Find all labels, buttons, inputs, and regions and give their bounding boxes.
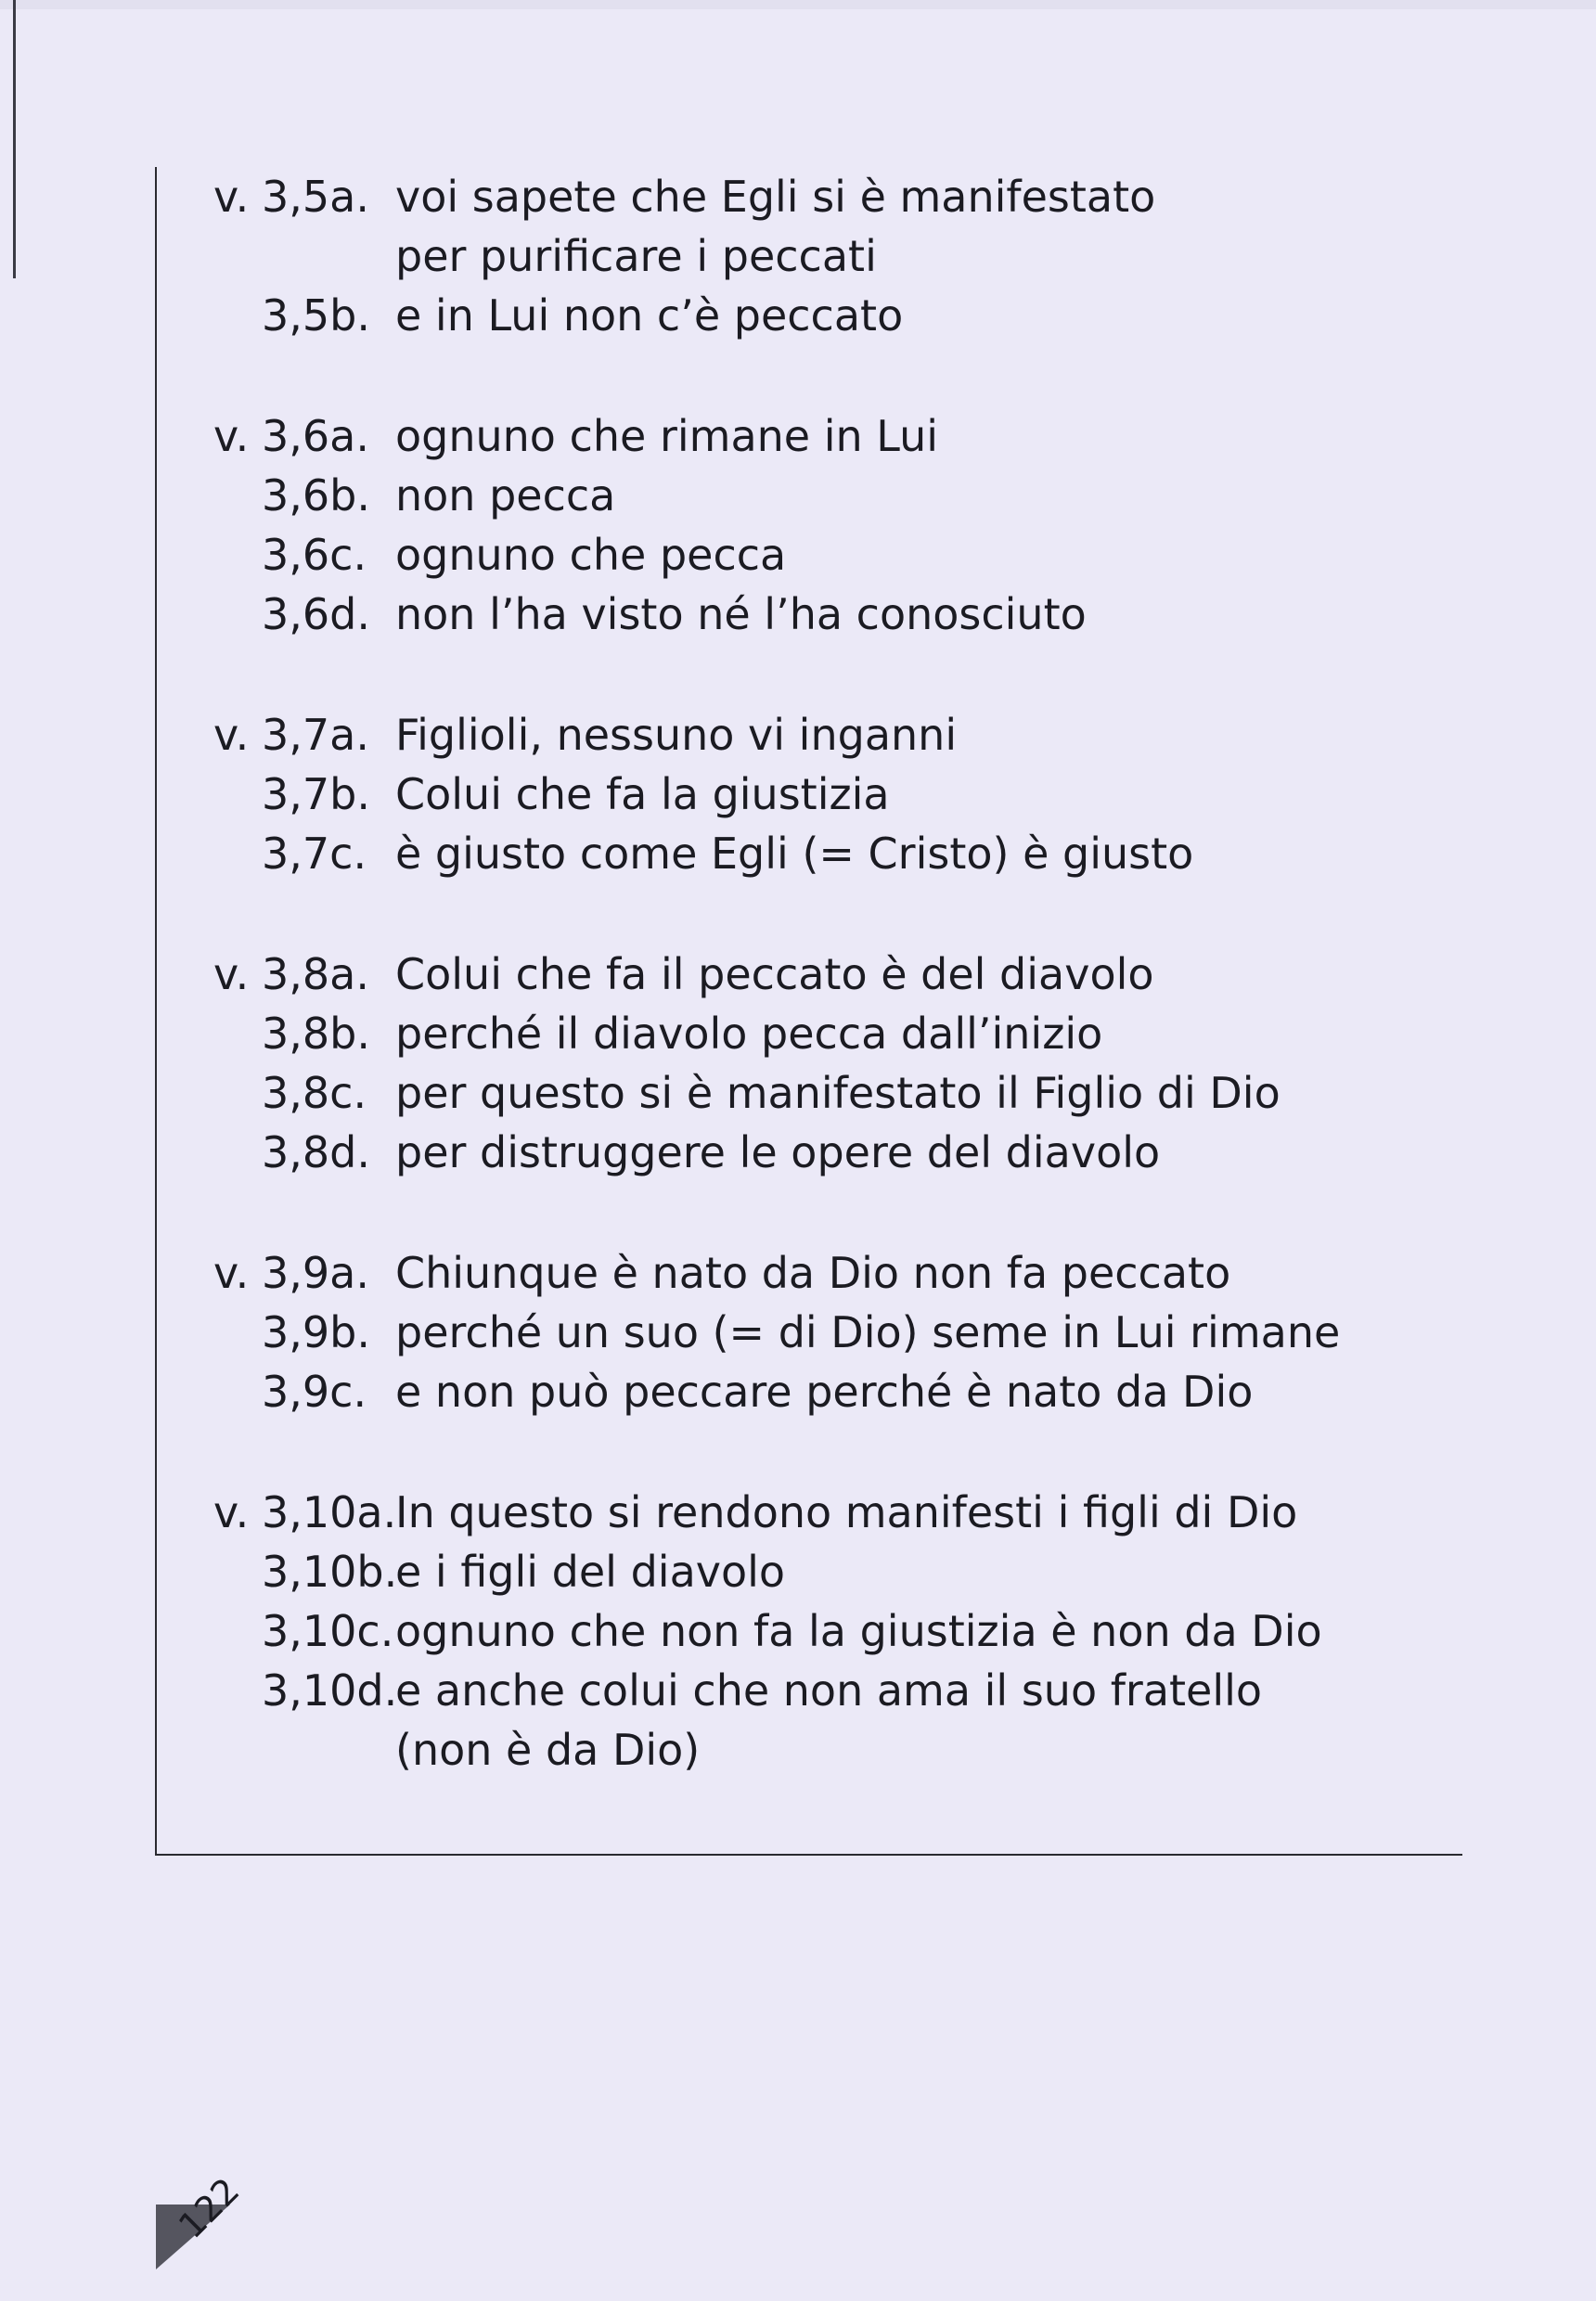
verse-text: per purificare i peccati [395,231,877,281]
verse-line [213,1601,1420,1661]
verse-line [213,1004,1420,1063]
verse-text: per distruggere le opere del diavolo [395,1127,1161,1177]
verse-reference: 3,6d. [262,589,370,639]
verse-text: ognuno che pecca [395,530,787,580]
verse-reference: 3,6c. [262,530,367,580]
verse-line [213,1123,1420,1182]
verse-reference: 3,6b. [262,470,370,521]
verse-prefix: v. [213,172,250,222]
verse-text: Figlioli, nessuno vi inganni [395,710,958,760]
verse-reference: 3,9c. [262,1367,367,1417]
verse-line [213,705,1420,765]
verse-reference: 3,6a. [262,411,369,461]
verse-text: perché il diavolo pecca dall’inizio [395,1009,1103,1059]
verse-line [213,765,1420,824]
verse-text: Colui che fa il peccato è del diavolo [395,949,1154,999]
verse-reference: 3,7c. [262,829,367,879]
verse-prefix: v. [213,949,250,999]
verse-reference: 3,10b. [262,1547,398,1597]
verse-text: non pecca [395,470,616,521]
verse-line [213,525,1420,585]
verse-group [213,1483,1420,1780]
verse-line [213,1542,1420,1601]
verse-line [213,466,1420,525]
verse-reference: 3,7a. [262,710,369,760]
verse-reference: 3,9b. [262,1307,370,1357]
verse-text: ognuno che non fa la giustizia è non da Dio [395,1606,1322,1656]
verse-text: e anche colui che non ama il suo fratello [395,1665,1263,1716]
verse-text: voi sapete che Egli si è manifestato [395,172,1156,222]
scan-binding-edge [13,0,16,278]
verse-reference: 3,10a. [262,1487,397,1537]
verse-line [213,286,1420,345]
verse-text: perché un suo (= di Dio) seme in Lui rimane [395,1307,1341,1357]
verse-reference: 3,8b. [262,1009,370,1059]
verse-text: è giusto come Egli (= Cristo) è giusto [395,829,1194,879]
verse-text: In questo si rendono manifesti i figli di Dio [395,1487,1298,1537]
verse-text: Chiunque è nato da Dio non fa peccato [395,1248,1231,1298]
verse-line [213,1303,1420,1362]
verse-prefix: v. [213,710,250,760]
verse-text: e in Lui non c’è peccato [395,290,904,341]
verse-text: ognuno che rimane in Lui [395,411,939,461]
verse-line [213,945,1420,1004]
verse-prefix: v. [213,1248,250,1298]
verse-line [213,1362,1420,1421]
verse-line [213,406,1420,466]
verse-line [213,1661,1420,1720]
verse-line [213,1483,1420,1542]
verse-prefix: v. [213,411,250,461]
scan-top-margin [0,0,1596,9]
verse-reference: 3,8a. [262,949,369,999]
verse-line [213,1243,1420,1303]
verse-text: non l’ha visto né l’ha conosciuto [395,589,1087,639]
verse-group [213,705,1420,883]
verse-line [213,167,1420,226]
verse-line [213,585,1420,644]
verse-line [213,1720,1420,1780]
verse-text: e non può peccare perché è nato da Dio [395,1367,1254,1417]
verse-group [213,406,1420,644]
verse-text: per questo si è manifestato il Figlio di Dio [395,1068,1281,1118]
verse-reference: 3,8d. [262,1127,370,1177]
verse-list [213,167,1420,1841]
verse-text: Colui che fa la giustizia [395,769,890,819]
verse-text: (non è da Dio) [395,1725,701,1775]
verse-group [213,1243,1420,1421]
verse-prefix: v. [213,1487,250,1537]
verse-reference: 3,10d. [262,1665,398,1716]
verse-group [213,167,1420,345]
verse-reference: 3,5a. [262,172,369,222]
verse-text: e i figli del diavolo [395,1547,786,1597]
verse-line [213,226,1420,286]
page-number: 122 [171,2169,248,2247]
verse-reference: 3,10c. [262,1606,394,1656]
verse-reference: 3,9a. [262,1248,369,1298]
verse-reference: 3,5b. [262,290,370,341]
verse-line [213,824,1420,883]
verse-line [213,1063,1420,1123]
verse-group [213,945,1420,1182]
verse-reference: 3,7b. [262,769,370,819]
verse-reference: 3,8c. [262,1068,367,1118]
